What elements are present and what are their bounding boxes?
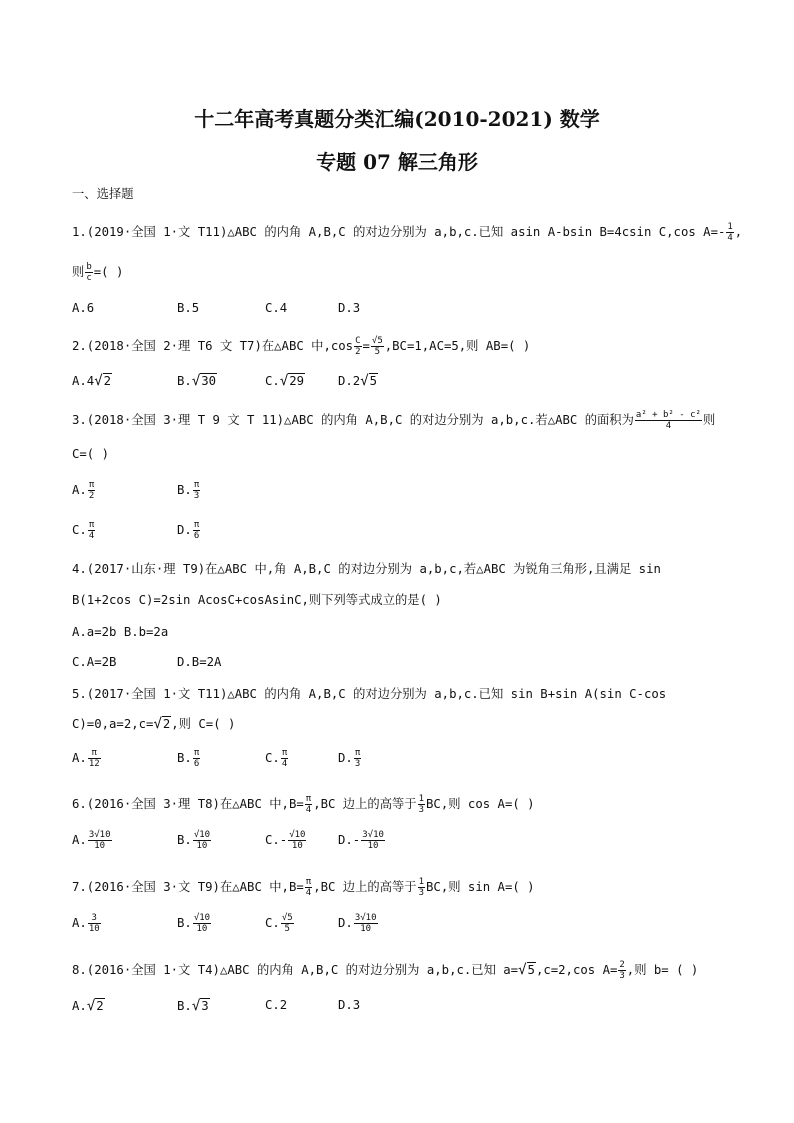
- question-3-stem-cont: C=( ): [72, 447, 110, 461]
- question-1-stem: 1.(2019·全国 1·文 T11)△ABC 的内角 A,B,C 的对边分别为 a,b,c.已知 asin A-bsin B=4csin C,cos A=- $\frac{1}{4}$ ,: [72, 222, 743, 243]
- option-d: D. $\frac{\pi}{6}$: [177, 520, 200, 541]
- question-2-stem: 2.(2018·全国 2·理 T6 文 T7)在△ABC 中,cos $\frac{C}{2}$ = $\frac{√5}{5}$ ,BC=1,AC=5,则 AB=( ): [72, 336, 531, 357]
- option-d: D.3: [338, 301, 361, 315]
- option-c: C. $\frac{\pi}{4}$: [265, 748, 288, 769]
- fraction: $\frac{1}{4}$: [727, 222, 733, 243]
- option-b: B.√30: [177, 373, 217, 389]
- option-c: C.- $\frac{√10}{10}$: [265, 830, 306, 851]
- option-c: C. $\frac{\pi}{4}$: [72, 520, 95, 541]
- question-4-stem-cont: B(1+2cos C)=2sin AcosC+cosAsinC,则下列等式成立的是( ): [72, 593, 442, 607]
- section-heading: 一、选择题: [72, 187, 134, 201]
- option-a: A.4√2: [72, 373, 112, 389]
- option-b: B. $\frac{√10}{10}$: [177, 913, 211, 934]
- fraction: $\frac{b}{c}$: [86, 262, 92, 283]
- option-b: B.5: [177, 301, 200, 315]
- option-a: A. $\frac{3√10}{10}$: [72, 830, 111, 851]
- option-c: C.A=2B: [72, 655, 117, 669]
- option-ab: A.a=2b B.b=2a: [72, 625, 169, 639]
- fraction: $\frac{C}{2}$: [355, 336, 361, 357]
- option-c: C.2: [265, 998, 288, 1012]
- option-a: A. $\frac{\pi}{2}$: [72, 480, 95, 501]
- fraction: $\frac{√5}{5}$: [371, 336, 383, 357]
- question-6-stem: 6.(2016·全国 3·理 T8)在△ABC 中,B= $\frac{\pi}{4}$ ,BC 边上的高等于 $\frac{1}{3}$ BC,则 cos A=( ): [72, 794, 535, 815]
- option-d: D.B=2A: [177, 655, 222, 669]
- fraction: $\frac{\text{a² + b² - c²}}{4}$: [635, 410, 701, 431]
- question-1-stem-cont: 则 $\frac{b}{c}$ =( ): [72, 262, 124, 283]
- option-d: D.2√5: [338, 373, 378, 389]
- option-a: A.6: [72, 301, 95, 315]
- option-d: D.- $\frac{3√10}{10}$: [338, 830, 384, 851]
- question-5-stem: 5.(2017·全国 1·文 T11)△ABC 的内角 A,B,C 的对边分别为 a,b,c.已知 sin B+sin A(sin C-cos: [72, 687, 667, 701]
- option-b: B.√3: [177, 998, 209, 1014]
- option-d: D. $\frac{3√10}{10}$: [338, 913, 377, 934]
- option-a: A.√2: [72, 998, 104, 1014]
- question-5-stem-cont: C)=0,a=2,c=√2,则 C=( ): [72, 716, 236, 732]
- option-c: C.4: [265, 301, 288, 315]
- option-c: C. $\frac{√5}{5}$: [265, 913, 293, 934]
- page-title: 十二年高考真题分类汇编(2010-2021) 数学: [194, 107, 600, 131]
- option-d: D.3: [338, 998, 361, 1012]
- question-7-stem: 7.(2016·全国 3·文 T9)在△ABC 中,B= $\frac{\pi}{4}$ ,BC 边上的高等于 $\frac{1}{3}$ BC,则 sin A=( ): [72, 877, 535, 898]
- question-3-stem: 3.(2018·全国 3·理 T 9 文 T 11)△ABC 的内角 A,B,C 的对边分别为 a,b,c.若△ABC 的面积为 $\frac{\text{a² + b² - c²}}{4}$ 则: [72, 410, 716, 431]
- page-subtitle: 专题 07 解三角形: [316, 150, 478, 174]
- option-a: A. $\frac{3}{10}$: [72, 913, 100, 934]
- question-4-stem: 4.(2017·山东·理 T9)在△ABC 中,角 A,B,C 的对边分别为 a,b,c,若△ABC 为锐角三角形,且满足 sin: [72, 562, 661, 576]
- option-b: B. $\frac{√10}{10}$: [177, 830, 211, 851]
- option-b: B. $\frac{\pi}{6}$: [177, 748, 200, 769]
- option-d: D. $\frac{\pi}{3}$: [338, 748, 361, 769]
- option-b: B. $\frac{\pi}{3}$: [177, 480, 200, 501]
- option-c: C.√29: [265, 373, 305, 389]
- option-a: A. $\frac{\pi}{12}$: [72, 748, 100, 769]
- question-8-stem: 8.(2016·全国 1·文 T4)△ABC 的内角 A,B,C 的对边分别为 a,b,c.已知 a=√5,c=2,cos A= $\frac{2}{3}$ ,则 b= ( ): [72, 960, 699, 981]
